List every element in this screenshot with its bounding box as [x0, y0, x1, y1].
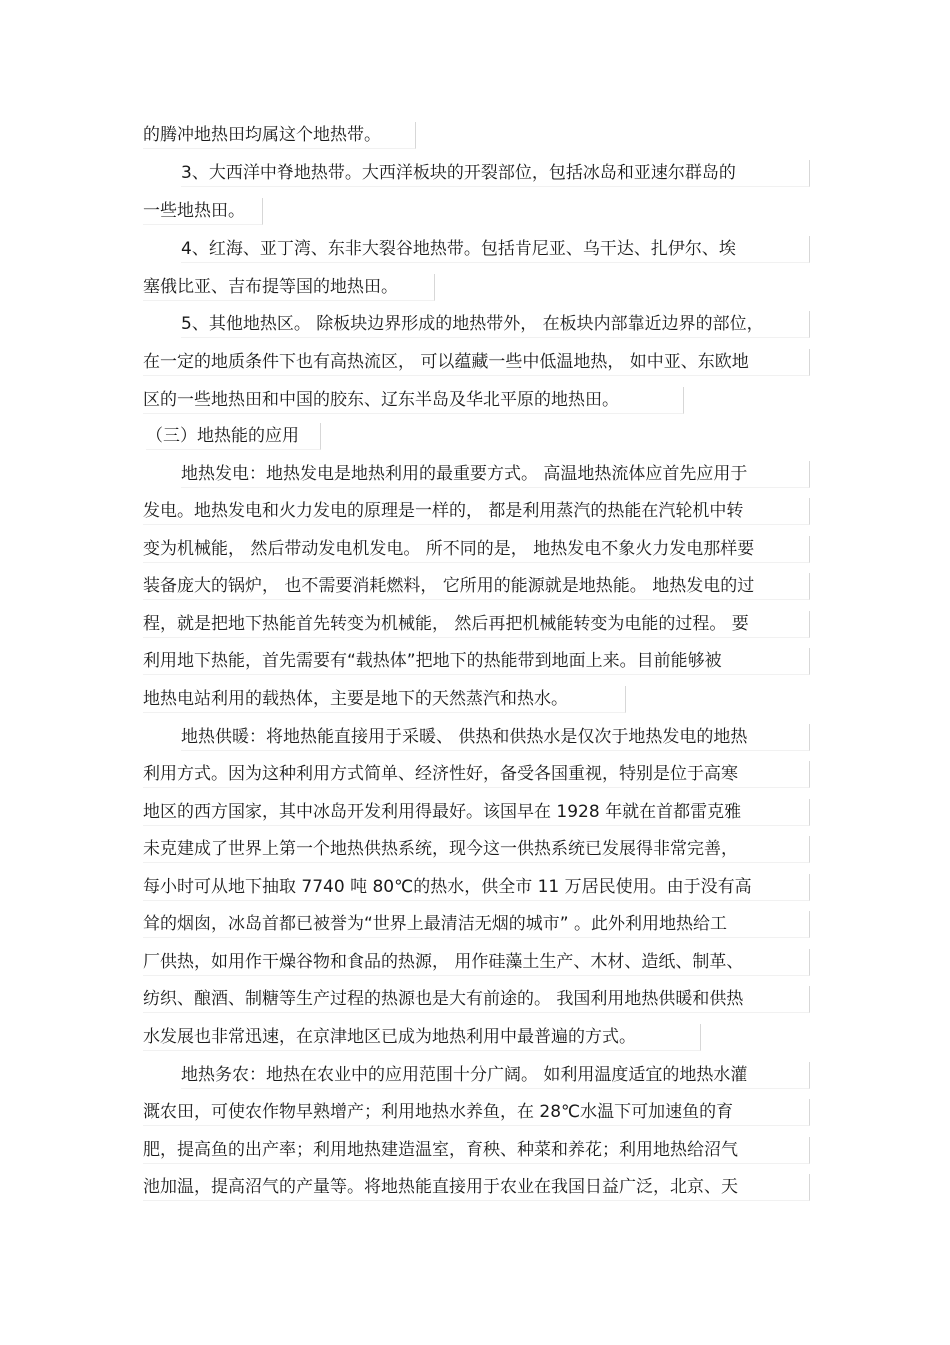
text-line: 肥，提高鱼的出产率；利用地热建造温室，育秧、种菜和养花；利用地热给沼气	[143, 1137, 810, 1164]
text-line: 溉农田，可使农作物早熟增产；利用地热水养鱼，在 28℃水温下可加速鱼的育	[143, 1099, 810, 1126]
text-line: 4、红海、亚丁湾、东非大裂谷地热带。包括肯尼亚、乌干达、扎伊尔、埃	[181, 236, 810, 263]
text-line: 在一定的地质条件下也有高热流区， 可以蕴藏一些中低温地热， 如中亚、东欧地	[143, 349, 810, 376]
section-heading: （三）地热能的应用	[146, 423, 321, 450]
text-line: 程，就是把地下热能首先转变为机械能， 然后再把机械能转变为电能的过程。 要	[143, 611, 810, 638]
text-line: 耸的烟囱，冰岛首都已被誉为“世界上最清洁无烟的城市” 。此外利用地热给工	[143, 911, 810, 938]
text-line: 装备庞大的锅炉， 也不需要消耗燃料， 它所用的能源就是地热能。 地热发电的过	[143, 573, 810, 600]
text-line: 3、大西洋中脊地热带。大西洋板块的开裂部位，包括冰岛和亚速尔群岛的	[181, 160, 810, 187]
text-line: 利用地下热能，首先需要有“载热体”把地下的热能带到地面上来。目前能够被	[143, 648, 810, 675]
text-line: 区的一些地热田和中国的胶东、辽东半岛及华北平原的地热田。	[143, 387, 684, 414]
text-line: 池加温，提高沼气的产量等。将地热能直接用于农业在我国日益广泛，北京、天	[143, 1174, 810, 1201]
text-line: 地热发电：地热发电是地热利用的最重要方式。 高温地热流体应首先应用于	[181, 461, 810, 488]
text-line: 未克建成了世界上第一个地热供热系统，现今这一供热系统已发展得非常完善，	[143, 836, 810, 863]
text-line: 纺织、酿酒、制糖等生产过程的热源也是大有前途的。 我国利用地热供暖和供热	[143, 986, 810, 1013]
text-line: 5、其他地热区。 除板块边界形成的地热带外， 在板块内部靠近边界的部位，	[181, 311, 810, 338]
text-line: 地区的西方国家，其中冰岛开发利用得最好。该国早在 1928 年就在首都雷克雅	[143, 799, 810, 826]
text-line: 变为机械能， 然后带动发电机发电。 所不同的是， 地热发电不象火力发电那样要	[143, 536, 810, 563]
text-line: 一些地热田。	[143, 198, 263, 225]
text-line: 每小时可从地下抽取 7740 吨 80℃的热水，供全市 11 万居民使用。由于没有高	[143, 874, 810, 901]
text-line: 厂供热，如用作干燥谷物和食品的热源， 用作硅藻土生产、木材、造纸、制革、	[143, 949, 810, 976]
text-line: 地热电站利用的载热体，主要是地下的天然蒸汽和热水。	[143, 686, 626, 713]
text-line: 塞俄比亚、吉布提等国的地热田。	[143, 274, 435, 301]
text-line: 水发展也非常迅速，在京津地区已成为地热利用中最普遍的方式。	[143, 1024, 701, 1051]
text-line: 发电。地热发电和火力发电的原理是一样的， 都是利用蒸汽的热能在汽轮机中转	[143, 498, 810, 525]
text-line: 的腾冲地热田均属这个地热带。	[143, 122, 416, 149]
text-line: 地热务农：地热在农业中的应用范围十分广阔。 如利用温度适宜的地热水灌	[181, 1062, 810, 1089]
text-line: 利用方式。因为这种利用方式简单、经济性好，备受各国重视，特别是位于高寒	[143, 761, 810, 788]
text-line: 地热供暖：将地热能直接用于采暖、 供热和供热水是仅次于地热发电的地热	[181, 724, 810, 751]
